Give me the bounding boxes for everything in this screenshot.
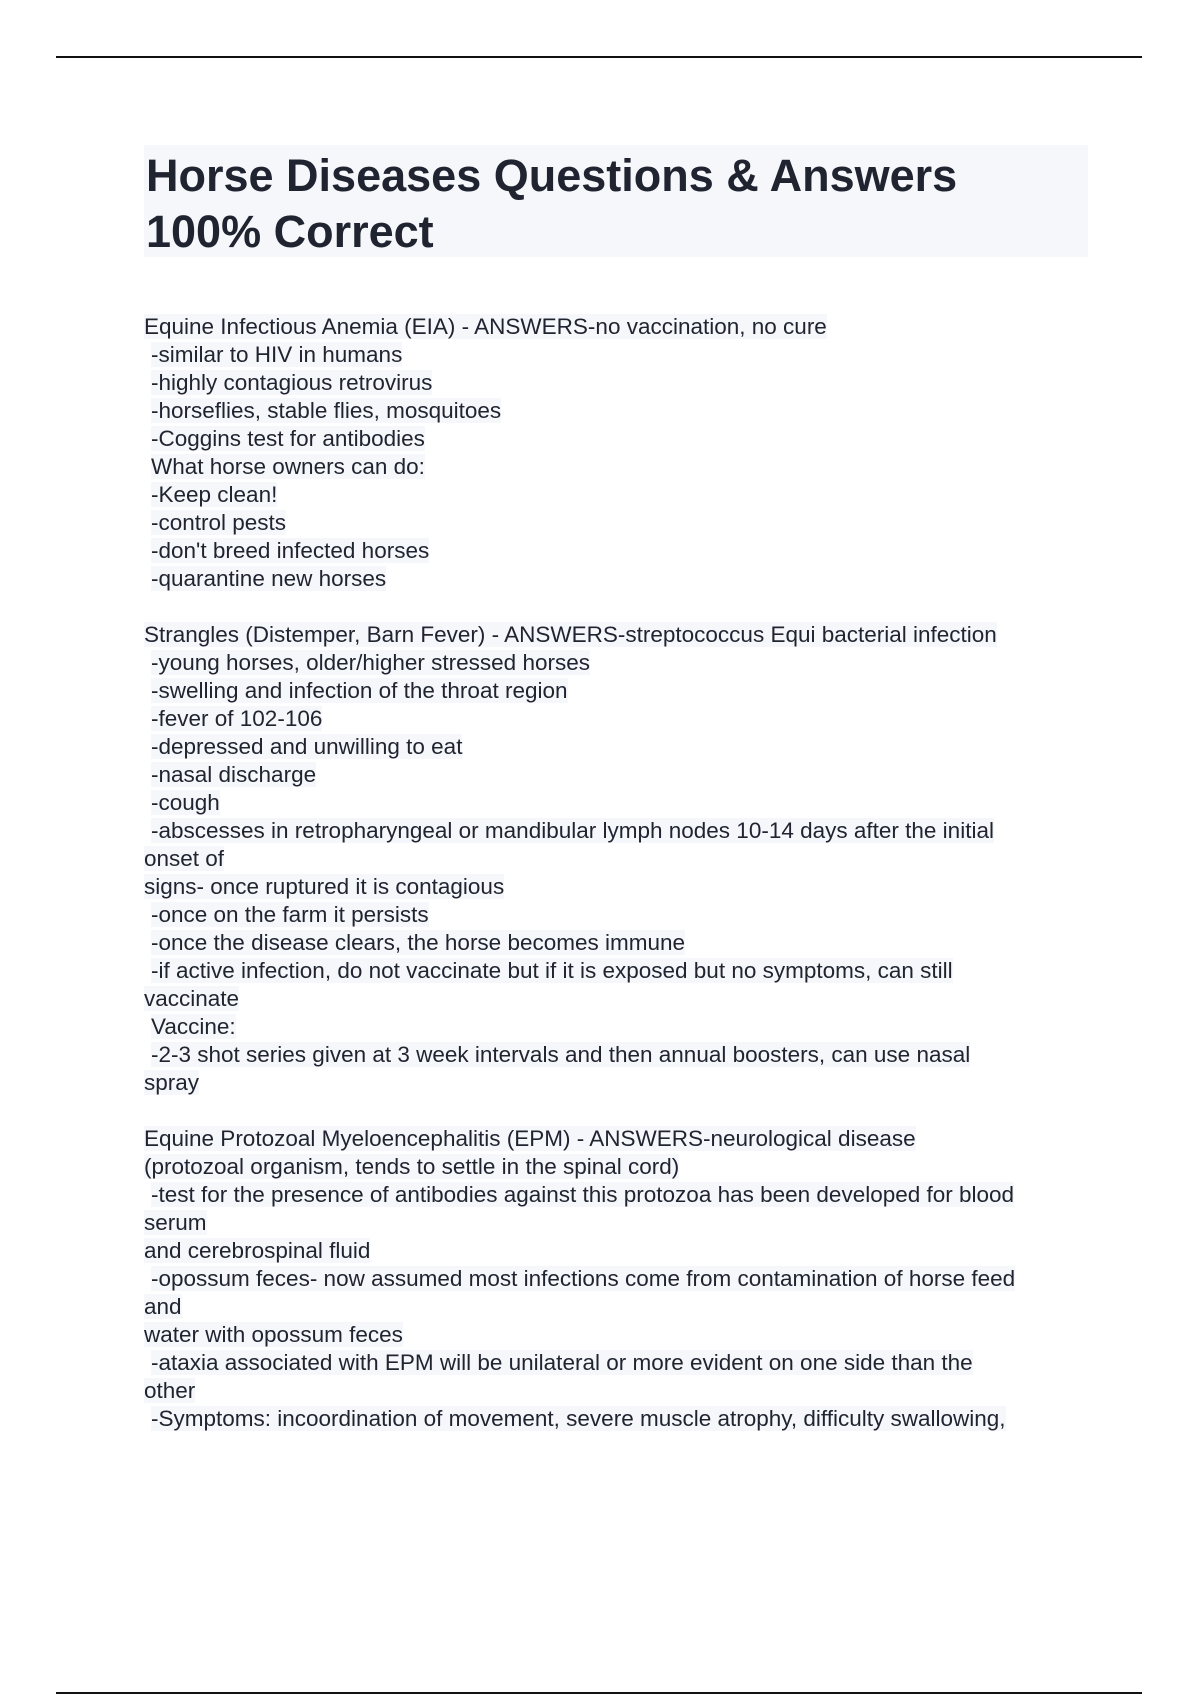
qa-line-text: (protozoal organism, tends to settle in the spinal cord): [144, 1154, 680, 1179]
qa-answer-line: [144, 481, 1088, 509]
title-line-1: Horse Diseases Questions & Answers: [146, 150, 958, 201]
qa-line-text: onset of: [144, 846, 225, 871]
qa-answer-line: [144, 425, 1088, 453]
qa-answer-line: [144, 341, 1088, 369]
qa-line-text: -once the disease clears, the horse becomes immune: [151, 930, 686, 955]
qa-answer-line: [144, 873, 1088, 901]
qa-answer-line: [144, 1405, 1088, 1433]
qa-answer-line: [144, 817, 1088, 845]
qa-question-line: [144, 621, 1088, 649]
qa-line-text: -young horses, older/higher stressed horses: [151, 650, 590, 675]
qa-line-text: Strangles (Distemper, Barn Fever) - ANSWERS-streptococcus Equi bacterial infection: [144, 622, 997, 647]
qa-line-text: What horse owners can do:: [151, 454, 425, 479]
qa-line-text: -cough: [151, 790, 220, 815]
qa-answer-line: [144, 397, 1088, 425]
qa-answer-line: [144, 1181, 1088, 1209]
qa-line-text: -don't breed infected horses: [151, 538, 430, 563]
qa-line-text: vaccinate: [144, 986, 240, 1011]
qa-answer-line: [144, 453, 1088, 481]
qa-line-text: Vaccine:: [151, 1014, 236, 1039]
footer-rule: [56, 1692, 1142, 1694]
qa-item: [144, 1125, 1088, 1433]
qa-answer-line: [144, 649, 1088, 677]
qa-answer-line: [144, 1209, 1088, 1237]
qa-list: [144, 313, 1088, 1461]
qa-line-text: Equine Infectious Anemia (EIA) - ANSWERS-no vaccination, no cure: [144, 314, 827, 339]
qa-line-text: -opossum feces- now assumed most infections come from contamination of horse feed: [151, 1266, 1016, 1291]
qa-answer-line: [144, 1069, 1088, 1097]
qa-answer-line: [144, 733, 1088, 761]
qa-line-text: -similar to HIV in humans: [151, 342, 403, 367]
qa-answer-line: [144, 369, 1088, 397]
qa-item: [144, 621, 1088, 1097]
qa-line-text: -nasal discharge: [151, 762, 317, 787]
qa-line-text: serum: [144, 1210, 207, 1235]
qa-line-text: -fever of 102-106: [151, 706, 323, 731]
qa-answer-line: [144, 1321, 1088, 1349]
qa-answer-line: [144, 509, 1088, 537]
qa-answer-line: [144, 1237, 1088, 1265]
document-title: [144, 145, 1088, 257]
qa-answer-line: [144, 1349, 1088, 1377]
qa-answer-line: [144, 845, 1088, 873]
qa-answer-line: [144, 985, 1088, 1013]
qa-answer-line: [144, 1041, 1088, 1069]
qa-line-text: water with opossum feces: [144, 1322, 403, 1347]
qa-answer-line: [144, 1265, 1088, 1293]
qa-line-text: Equine Protozoal Myeloencephalitis (EPM) - ANSWERS-neurological disease: [144, 1126, 916, 1151]
qa-line-text: spray: [144, 1070, 200, 1095]
qa-line-text: -swelling and infection of the throat region: [151, 678, 568, 703]
qa-answer-line: [144, 537, 1088, 565]
qa-answer-line: [144, 789, 1088, 817]
qa-line-text: and: [144, 1294, 182, 1319]
qa-line-text: -abscesses in retropharyngeal or mandibular lymph nodes 10-14 days after the initial: [151, 818, 994, 843]
qa-line-text: -Symptoms: incoordination of movement, severe muscle atrophy, difficulty swallowing,: [151, 1406, 1006, 1431]
header-rule: [56, 56, 1142, 58]
qa-line-text: other: [144, 1378, 196, 1403]
qa-line-text: signs- once ruptured it is contagious: [144, 874, 505, 899]
qa-line-text: -control pests: [151, 510, 287, 535]
qa-line-text: -depressed and unwilling to eat: [151, 734, 463, 759]
qa-line-text: -2-3 shot series given at 3 week intervals and then annual boosters, can use nasal: [151, 1042, 971, 1067]
qa-line-text: -Keep clean!: [151, 482, 278, 507]
title-line-2: 100% Correct: [146, 206, 434, 257]
qa-answer-line: [144, 565, 1088, 593]
qa-line-text: -ataxia associated with EPM will be unilateral or more evident on one side than the: [151, 1350, 973, 1375]
qa-answer-line: [144, 1377, 1088, 1405]
qa-answer-line: [144, 1013, 1088, 1041]
qa-line-text: -Coggins test for antibodies: [151, 426, 425, 451]
qa-answer-line: [144, 901, 1088, 929]
qa-answer-line: [144, 705, 1088, 733]
qa-item: [144, 313, 1088, 593]
qa-line-text: -test for the presence of antibodies against this protozoa has been developed for blood: [151, 1182, 1015, 1207]
qa-answer-line: [144, 1153, 1088, 1181]
qa-line-text: -once on the farm it persists: [151, 902, 429, 927]
qa-answer-line: [144, 957, 1088, 985]
qa-line-text: -horseflies, stable flies, mosquitoes: [151, 398, 502, 423]
qa-line-text: -highly contagious retrovirus: [151, 370, 433, 395]
qa-question-line: [144, 313, 1088, 341]
qa-line-text: -if active infection, do not vaccinate but if it is exposed but no symptoms, can still: [151, 958, 953, 983]
qa-line-text: and cerebrospinal fluid: [144, 1238, 371, 1263]
qa-line-text: -quarantine new horses: [151, 566, 387, 591]
qa-answer-line: [144, 1293, 1088, 1321]
qa-answer-line: [144, 677, 1088, 705]
qa-question-line: [144, 1125, 1088, 1153]
qa-answer-line: [144, 761, 1088, 789]
qa-answer-line: [144, 929, 1088, 957]
